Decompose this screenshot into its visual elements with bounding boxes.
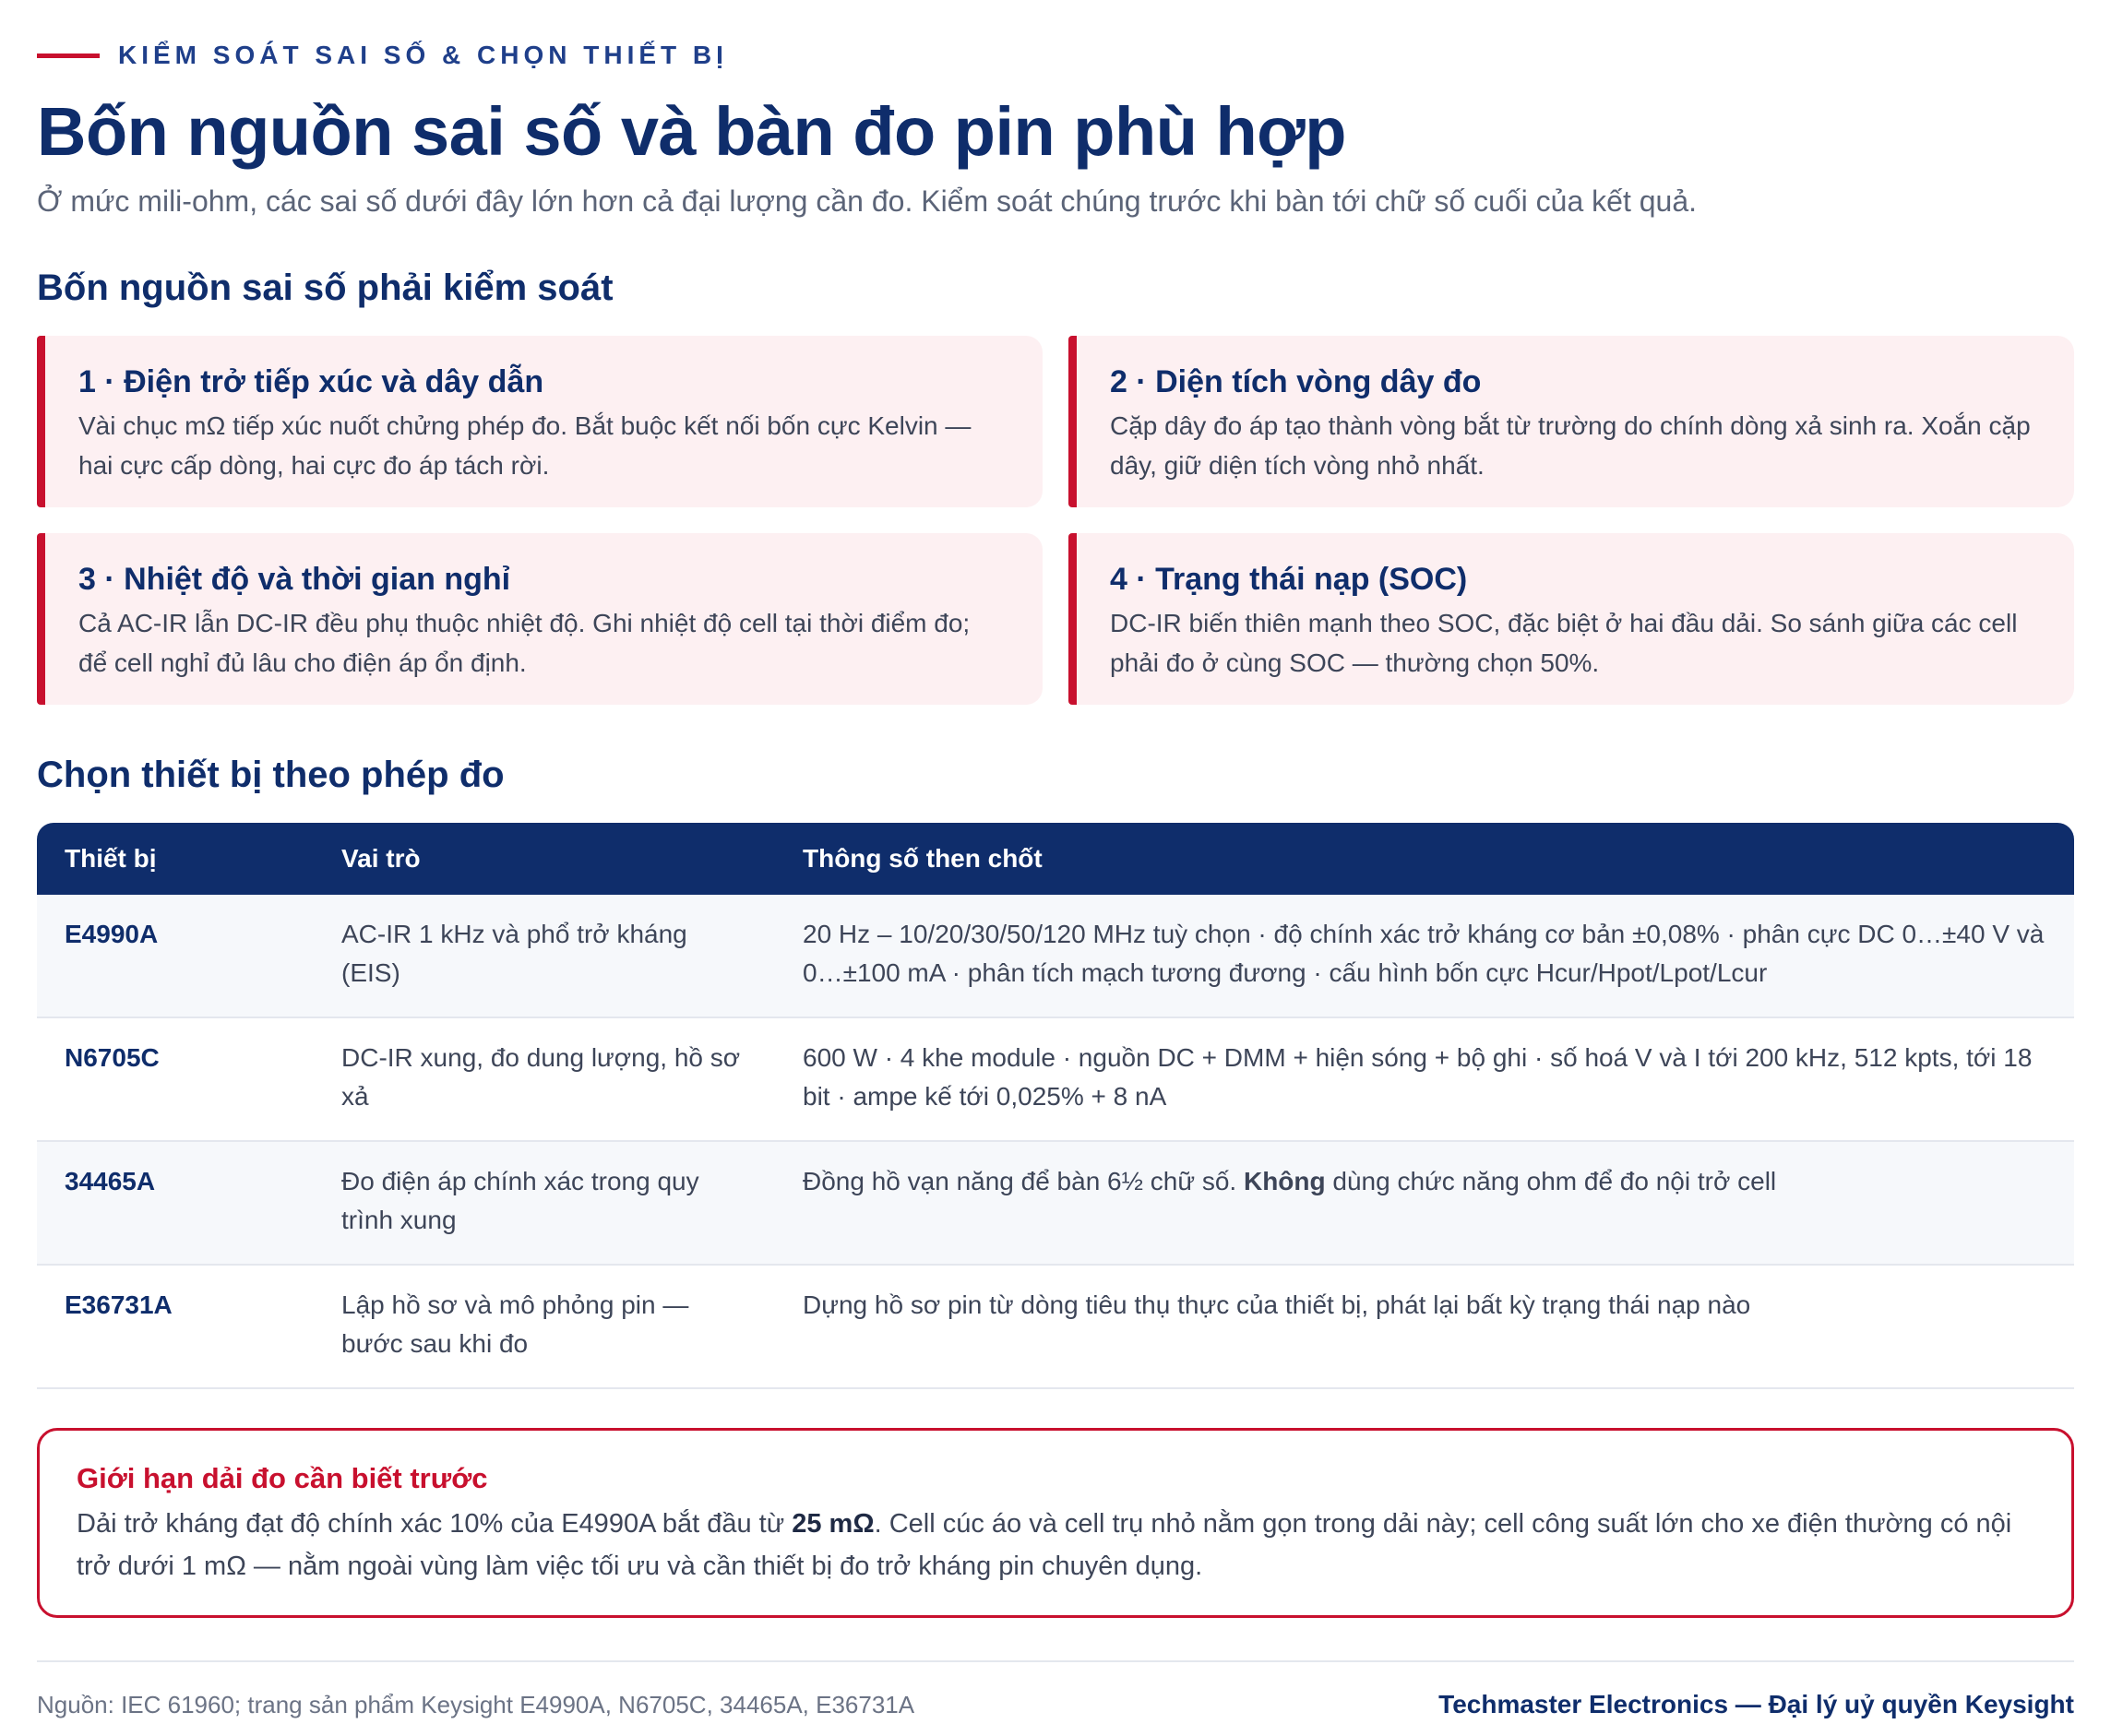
specs-cell: Dựng hồ sơ pin từ dòng tiêu thụ thực của thiết bị, phát lại bất kỳ trạng thái nạp nào [775,1265,2074,1388]
card-body: Vài chục mΩ tiếp xúc nuốt chửng phép đo. Bắt buộc kết nối bốn cực Kelvin — hai cực cấp dòng, hai cực đo áp tách rời. [78,411,972,480]
error-card-temperature [37,533,1043,705]
equipment-table [37,823,2074,1389]
error-card-loop-area [1068,336,2074,507]
specs-cell [775,1141,2074,1265]
table-row [37,1265,2074,1388]
header-role: Vai trò [314,823,775,895]
page-title: Bốn nguồn sai số và bàn đo pin phù hợp [37,93,1346,170]
card-title: 2 · Diện tích vòng dây đo [1110,364,1482,399]
role-cell: DC-IR xung, đo dung lượng, hồ sơ xả [314,1017,775,1141]
callout-title: Giới hạn dải đo cần biết trước [77,1462,488,1494]
table-row [37,895,2074,1017]
card-body: Cặp dây đo áp tạo thành vòng bắt từ trường do chính dòng xả sinh ra. Xoắn cặp dây, giữ diện tích vòng nhỏ nhất. [1110,411,2031,480]
specs-cell: 20 Hz – 10/20/30/50/120 MHz tuỳ chọn · độ chính xác trở kháng cơ bản ±0,08% · phân cực DC 0…±40 V và 0…±100 mA · phân tích mạch tương đương · cấu hình bốn cực Hcur/Hpot/Lpot/Lcur [775,895,2074,1017]
device-cell: 34465A [37,1141,314,1265]
role-cell: Đo điện áp chính xác trong quy trình xung [314,1141,775,1265]
errors-section-title: Bốn nguồn sai số phải kiểm soát [37,268,614,308]
header-device: Thiết bị [37,823,314,895]
error-cards [37,336,2074,705]
role-cell: AC-IR 1 kHz và phổ trở kháng (EIS) [314,895,775,1017]
specs-text: dùng chức năng ohm để đo nội trở cell [1325,1167,1777,1195]
footer-source: Nguồn: IEC 61960; trang sản phẩm Keysight E4990A, N6705C, 34465A, E36731A [37,1690,915,1718]
specs-emphasis: Không [1243,1167,1326,1195]
callout-emphasis: 25 mΩ [792,1509,875,1539]
callout-text: Dải trở kháng đạt độ chính xác 10% của E4990A bắt đầu từ [77,1509,793,1539]
card-title: 1 · Điện trở tiếp xúc và dây dẫn [78,364,544,399]
range-limit-callout [37,1428,2074,1618]
card-title: 3 · Nhiệt độ và thời gian nghỉ [78,562,511,597]
specs-cell: 600 W · 4 khe module · nguồn DC + DMM + hiện sóng + bộ ghi · số hoá V và I tới 200 kHz, 512 kpts, tới 18 bit · ampe kế tới 0,025% + 8 nA [775,1017,2074,1141]
eyebrow-text: KIỂM SOÁT SAI SỐ & CHỌN THIẾT BỊ [118,41,728,69]
specs-text: Đồng hồ vạn năng để bàn 6½ chữ số. [803,1167,1244,1195]
equipment-section-title: Chọn thiết bị theo phép đo [37,755,505,795]
device-cell: E4990A [37,895,314,1017]
page-subtitle: Ở mức mili-ohm, các sai số dưới đây lớn hơn cả đại lượng cần đo. Kiểm soát chúng trước khi bàn tới chữ số cuối của kết quả. [37,184,1697,218]
table-header-row [37,823,2074,895]
callout-text: . Cell cúc áo và cell trụ nhỏ nằm gọn trong dải này; cell công suất lớn cho xe điện thường có nội trở dưới 1 mΩ — nằm ngoài vùng làm việc tối ưu và cần thiết bị đo trở kháng pin chuyên dụng. [77,1509,2012,1581]
error-card-contact-resistance [37,336,1043,507]
role-cell: Lập hồ sơ và mô phỏng pin — bước sau khi đo [314,1265,775,1388]
device-cell: E36731A [37,1265,314,1388]
card-body: Cả AC-IR lẫn DC-IR đều phụ thuộc nhiệt độ. Ghi nhiệt độ cell tại thời điểm đo; để cell nghỉ đủ lâu cho điện áp ổn định. [78,609,971,677]
table-row [37,1141,2074,1265]
error-card-soc [1068,533,2074,705]
footer [37,1690,2074,1719]
header-specs: Thông số then chốt [775,823,2074,895]
callout-body [77,1503,2034,1587]
footer-brand: Techmaster Electronics — Đại lý uỷ quyền Keysight [1438,1690,2074,1718]
card-title: 4 · Trạng thái nạp (SOC) [1110,562,1468,597]
device-cell: N6705C [37,1017,314,1141]
eyebrow-rule [37,54,100,58]
eyebrow [37,0,2074,70]
footer-divider [37,1660,2074,1662]
card-body: DC-IR biến thiên mạnh theo SOC, đặc biệt ở hai đầu dải. So sánh giữa các cell phải đo ở cùng SOC — thường chọn 50%. [1110,609,2018,677]
table-row [37,1017,2074,1141]
